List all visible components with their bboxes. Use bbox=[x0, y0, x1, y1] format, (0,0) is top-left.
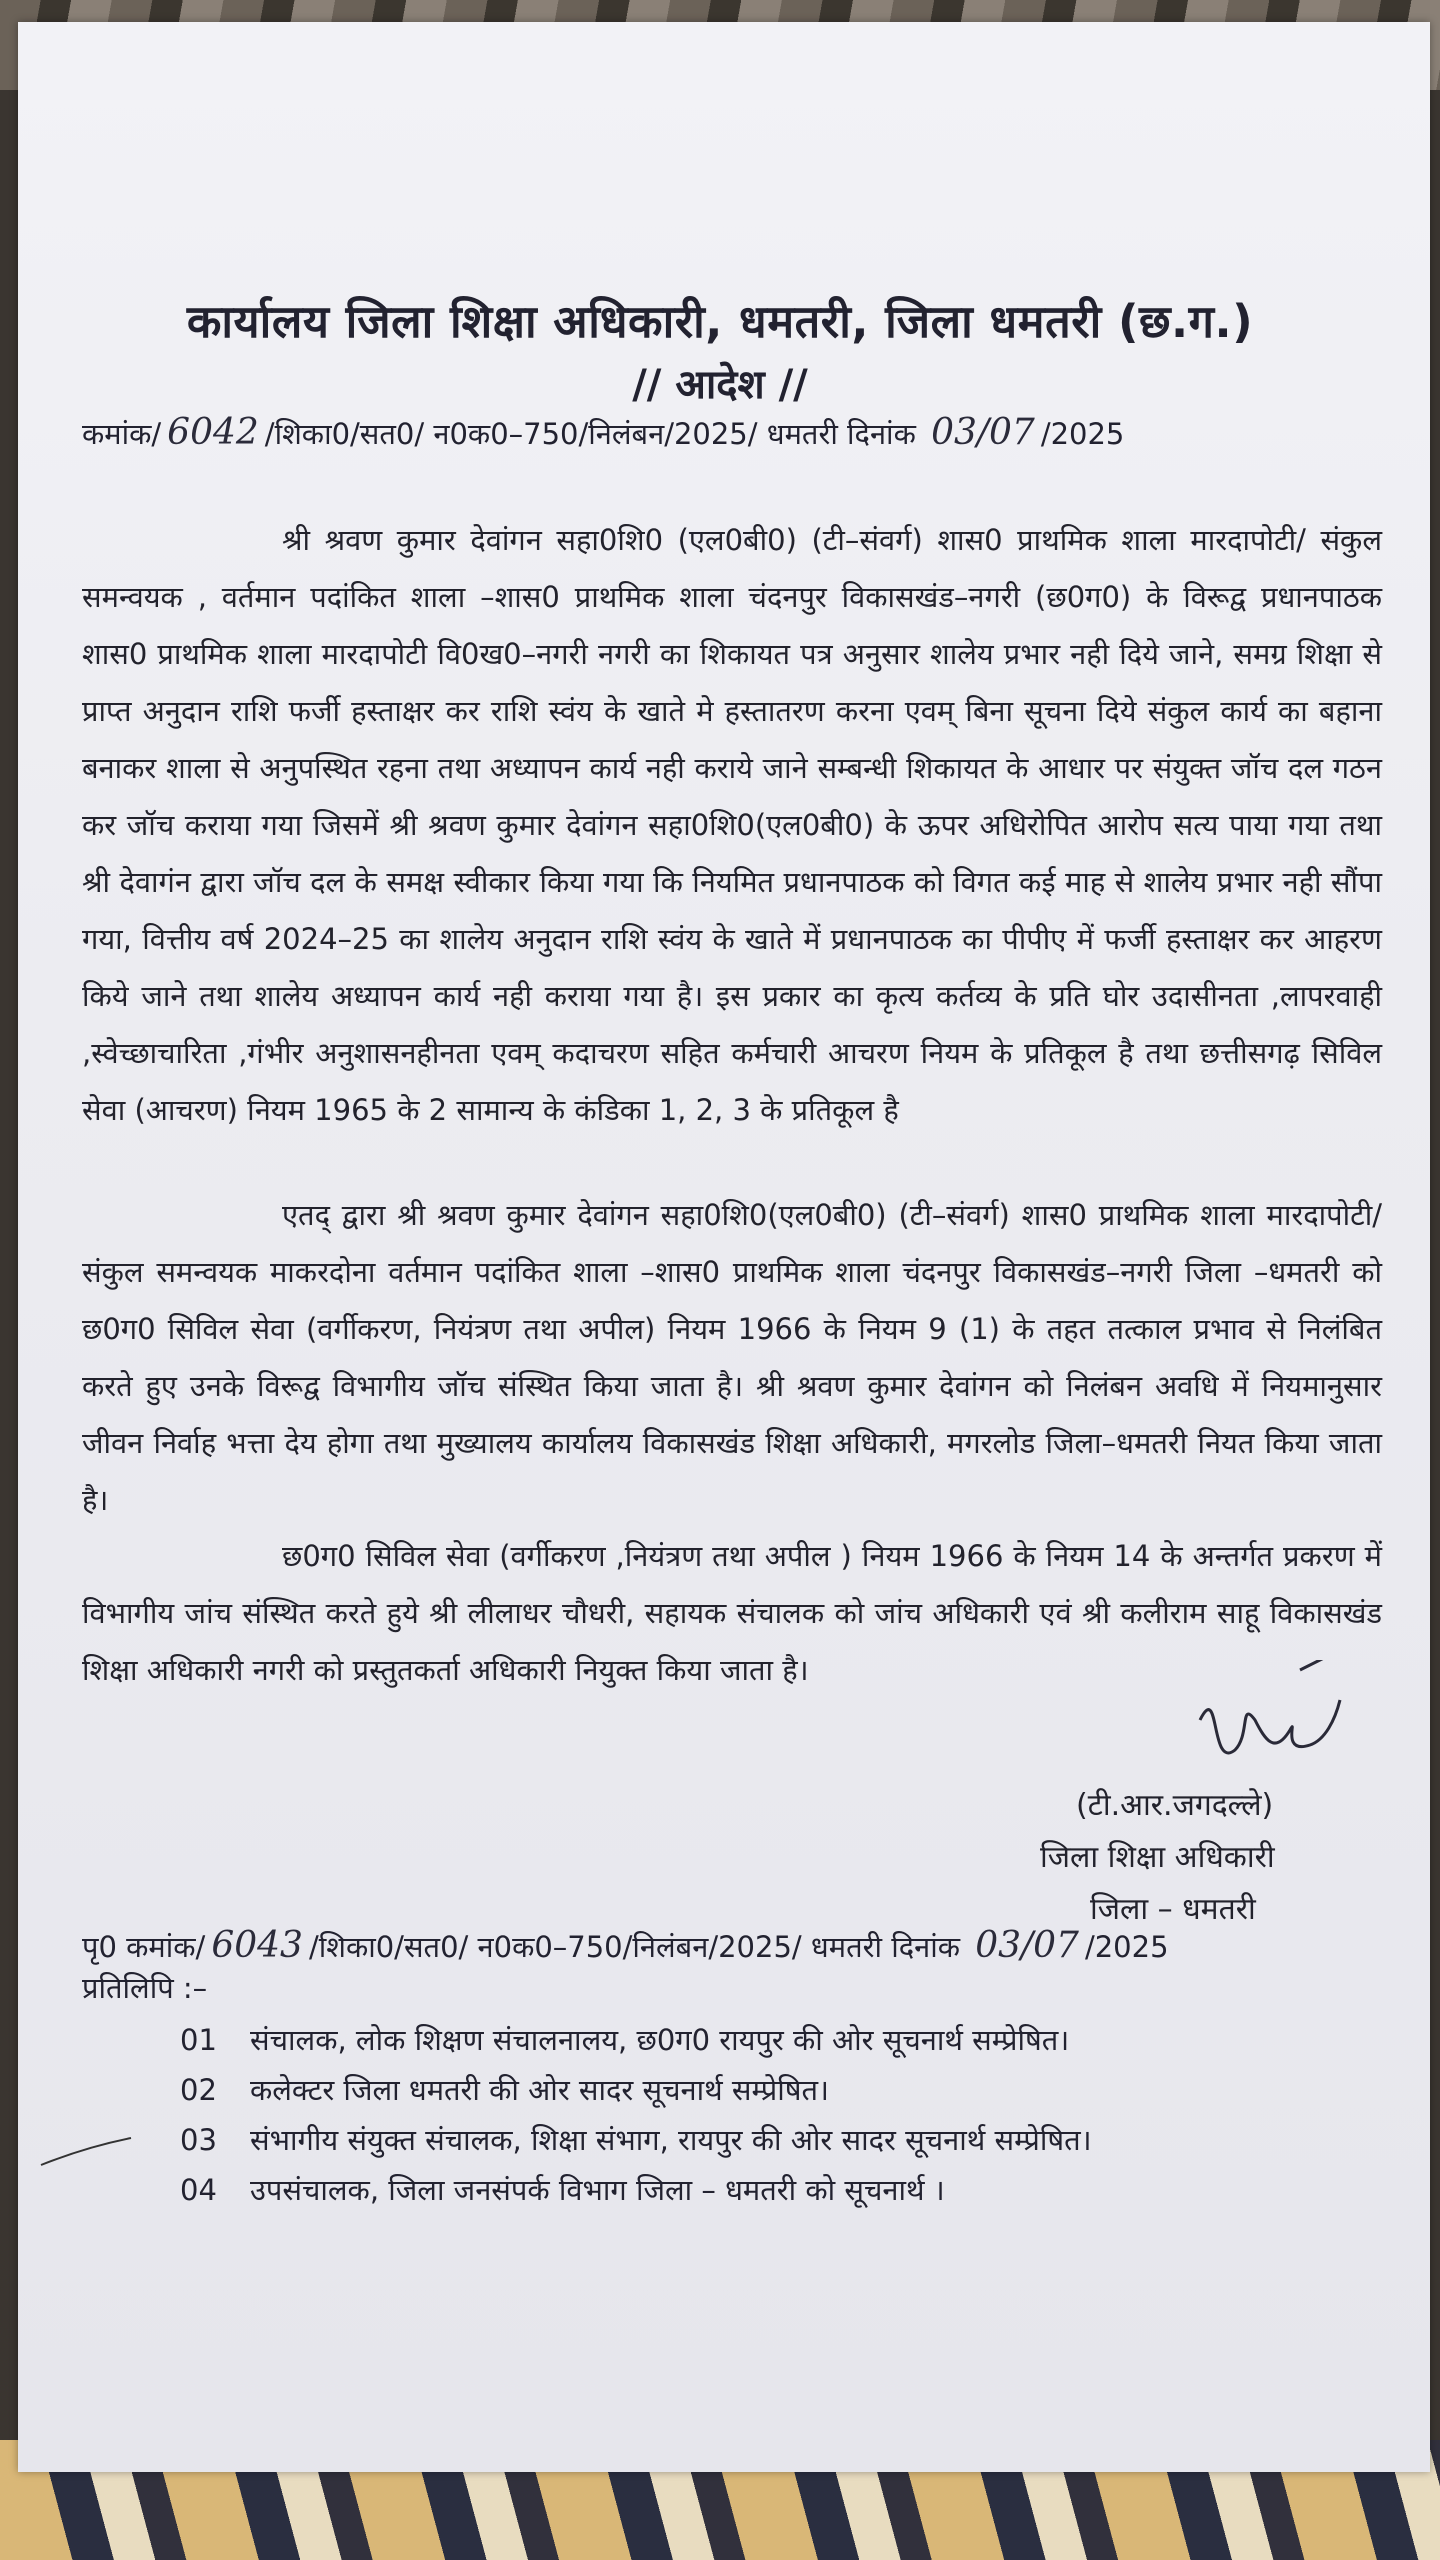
order-heading: // आदेश // bbox=[632, 362, 808, 408]
list-item-number: 01 bbox=[180, 2023, 217, 2057]
list-item-number: 04 bbox=[180, 2173, 217, 2207]
list-item-text: कलेक्टर जिला धमतरी की ओर सादर सूचनार्थ सम्प्रेषित। bbox=[250, 2073, 830, 2107]
list-item-text: संचालक, लोक शिक्षण संचालनालय, छ0ग0 रायपुर की ओर सूचनार्थ सम्प्रेषित। bbox=[250, 2023, 1070, 2057]
signatory-designation: जिला शिक्षा अधिकारी bbox=[1040, 1840, 1275, 1875]
endorsement-date-handwritten: 03/07 bbox=[975, 1925, 1079, 1966]
list-item bbox=[180, 2165, 1092, 2215]
copy-to-list bbox=[180, 2015, 1092, 2215]
pen-stroke-mark bbox=[36, 2130, 136, 2170]
endorsement-prefix: पृ0 कमांक/ bbox=[82, 1930, 206, 1964]
endorsement-number-handwritten: 6043 bbox=[211, 1925, 303, 1966]
reference-middle: /शिका0/सत0/ न0क0–750/निलंबन/2025/ धमतरी दिनांक bbox=[264, 417, 926, 451]
reference-line bbox=[82, 412, 1124, 453]
endorsement-reference-line bbox=[82, 1925, 1169, 1966]
handwritten-signature bbox=[1180, 1660, 1350, 1780]
list-item bbox=[180, 2065, 1092, 2115]
signature-block bbox=[1040, 1780, 1275, 1936]
order-paragraph-3: छ0ग0 सिविल सेवा (वर्गीकरण ,नियंत्रण तथा अपील ) नियम 1966 के नियम 14 के अन्तर्गत प्रकरण में विभागीय जांच संस्थित करते हुये श्री लीलाधर चौधरी, सहायक संचालक को जांच अधिकारी एवं श्री कलीराम साहू विकासखंड शिक्षा अधिकारी नगरी को प्रस्तुतकर्ता अधिकारी नियुक्त किया जाता है। bbox=[82, 1539, 1382, 1687]
order-paragraph-2: एतद् द्वारा श्री श्रवण कुमार देवांगन सहा0शि0(एल0बी0) (टी–संवर्ग) शास0 प्राथमिक शाला मारदापोटी/संकुल समन्वयक माकरदोना वर्तमान पदांकित शाला –शास0 प्राथमिक शाला चंदनपुर विकासखंड–नगरी जिला –धमतरी को छ0ग0 सिविल सेवा (वर्गीकरण, नियंत्रण तथा अपील) नियम 1966 के नियम 9 (1) के तहत तत्काल प्रभाव से निलंबित करते हुए उनके विरूद्व विभागीय जॉच संस्थित किया जाता है। श्री श्रवण कुमार देवांगन को निलंबन अवधि में नियमानुसार जीवन निर्वाह भत्ता देय होगा तथा मुख्यालय कार्यालय विकासखंड शिक्षा अधिकारी, मगरलोड जिला–धमतरी नियत किया जाता है। bbox=[82, 1198, 1382, 1517]
list-item bbox=[180, 2015, 1092, 2065]
list-item bbox=[180, 2115, 1092, 2165]
reference-prefix: कमांक/ bbox=[82, 417, 162, 451]
office-title: कार्यालय जिला शिक्षा अधिकारी, धमतरी, जिला धमतरी (छ.ग.) bbox=[186, 295, 1254, 348]
signatory-place: जिला – धमतरी bbox=[1090, 1892, 1256, 1927]
endorsement-year: /2025 bbox=[1084, 1930, 1169, 1964]
order-paragraph-1: श्री श्रवण कुमार देवांगन सहा0शि0 (एल0बी0) (टी–संवर्ग) शास0 प्राथमिक शाला मारदापोटी/ संकुल समन्वयक , वर्तमान पदांकित शाला –शास0 प्राथमिक शाला चंदनपुर विकासखंड–नगरी (छ0ग0) के विरूद्व प्रधानपाठक शास0 प्राथमिक शाला मारदापोटी वि0ख0–नगरी नगरी का शिकायत पत्र अनुसार शालेय प्रभार नही दिये जाने, समग्र शिक्षा से प्राप्त अनुदान राशि फर्जी हस्ताक्षर कर राशि स्वंय के खाते मे हस्तातरण करना एवम् बिना सूचना दिये संकुल कार्य का बहाना बनाकर शाला से अनुपस्थित रहना तथा अध्यापन कार्य नही कराये जाने सम्बन्धी शिकायत के आधार पर संयुक्त जॉच दल गठन कर जॉच कराया गया जिसमें श्री श्रवण कुमार देवांगन सहा0शि0(एल0बी0) के ऊपर अधिरोपित आरोप सत्य पाया गया तथा श्री देवागंन द्वारा जॉच दल के समक्ष स्वीकार किया गया कि नियमित प्रधानपाठक को विगत कई माह से शालेय प्रभार नही सौंपा गया, वित्तीय वर्ष 2024–25 का शालेय अनुदान राशि स्वंय के खाते में प्रधानपाठक का पीपीए में फर्जी हस्ताक्षर कर आहरण किये जाने तथा शालेय अध्यापन कार्य नही कराया गया है। इस प्रकार का कृत्य कर्तव्य के प्रति घोर उदासीनता ,लापरवाही ,स्वेच्छाचारिता ,गंभीर अनुशासनहीनता एवम् कदाचरण सहित कर्मचारी आचरण नियम के प्रतिकूल है तथा छत्तीसगढ़ सिविल सेवा (आचरण) नियम 1965 के 2 सामान्य के कंडिका 1, 2, 3 के प्रतिकूल है bbox=[82, 523, 1382, 1127]
reference-year: /2025 bbox=[1040, 417, 1125, 451]
list-item-number: 02 bbox=[180, 2073, 217, 2107]
reference-number-handwritten: 6042 bbox=[167, 412, 259, 453]
list-item-text: उपसंचालक, जिला जनसंपर्क विभाग जिला – धमतरी को सूचनार्थ । bbox=[250, 2173, 945, 2207]
signatory-name: (टी.आर.जगदल्ले) bbox=[1076, 1788, 1274, 1823]
copy-to-label: प्रतिलिपि :– bbox=[82, 1971, 208, 2005]
list-item-text: संभागीय संयुक्त संचालक, शिक्षा संभाग, रायपुर की ओर सादर सूचनार्थ सम्प्रेषित। bbox=[250, 2123, 1092, 2157]
list-item-number: 03 bbox=[180, 2123, 217, 2157]
reference-date-handwritten: 03/07 bbox=[931, 412, 1035, 453]
endorsement-middle: /शिका0/सत0/ न0क0–750/निलंबन/2025/ धमतरी दिनांक bbox=[308, 1930, 970, 1964]
